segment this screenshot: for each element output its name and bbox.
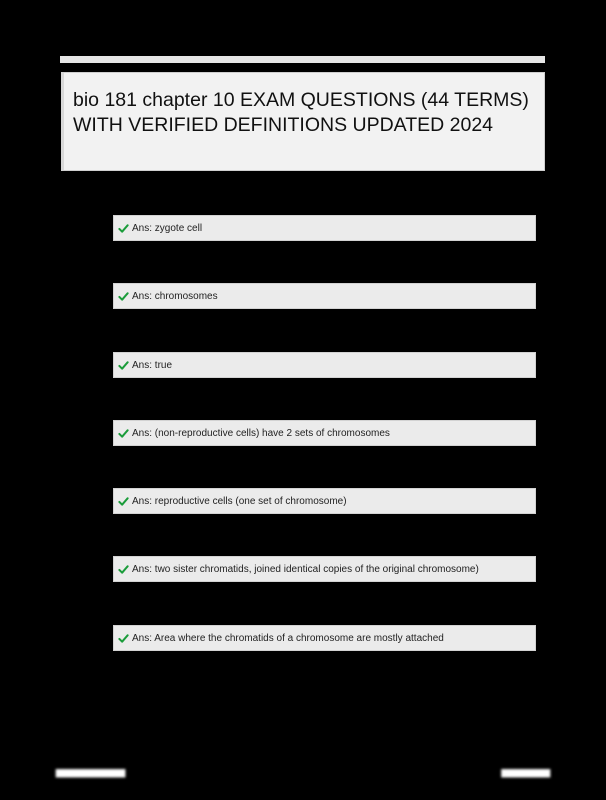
answer-text: Ans: true: [132, 359, 173, 371]
checkmark-icon: [118, 223, 129, 234]
document-title: bio 181 chapter 10 EXAM QUESTIONS (44 TERMS) WITH VERIFIED DEFINITIONS UPDATED 2024: [73, 89, 529, 136]
checkmark-icon: [118, 564, 129, 575]
answer-text: Ans: (non-reproductive cells) have 2 sets of chromosomes: [132, 427, 390, 439]
answer-text: Ans: two sister chromatids, joined identical copies of the original chromosome): [132, 563, 479, 575]
top-divider: [60, 56, 545, 63]
checkmark-icon: [118, 633, 129, 644]
answer-text: Ans: zygote cell: [132, 222, 203, 234]
answer-row: [113, 215, 536, 241]
answer-text: Ans: Area where the chromatids of a chromosome are mostly attached: [132, 632, 444, 644]
answer-row: [113, 420, 536, 446]
answer-row: [113, 352, 536, 378]
checkmark-icon: [118, 496, 129, 507]
answer-row: [113, 283, 536, 309]
answer-text: Ans: chromosomes: [132, 290, 218, 302]
checkmark-icon: [118, 360, 129, 371]
answer-text: Ans: reproductive cells (one set of chromosome): [132, 495, 347, 507]
answer-row: [113, 488, 536, 514]
answer-row: [113, 625, 536, 651]
checkmark-icon: [118, 428, 129, 439]
footer-left-blurred: ▆▆▆▆▆▆▆▆▆▆: [56, 767, 126, 777]
checkmark-icon: [118, 291, 129, 302]
title-box: [61, 72, 545, 171]
answer-row: [113, 556, 536, 582]
footer-right-blurred: ▆▆▆▆▆▆▆: [501, 767, 550, 777]
